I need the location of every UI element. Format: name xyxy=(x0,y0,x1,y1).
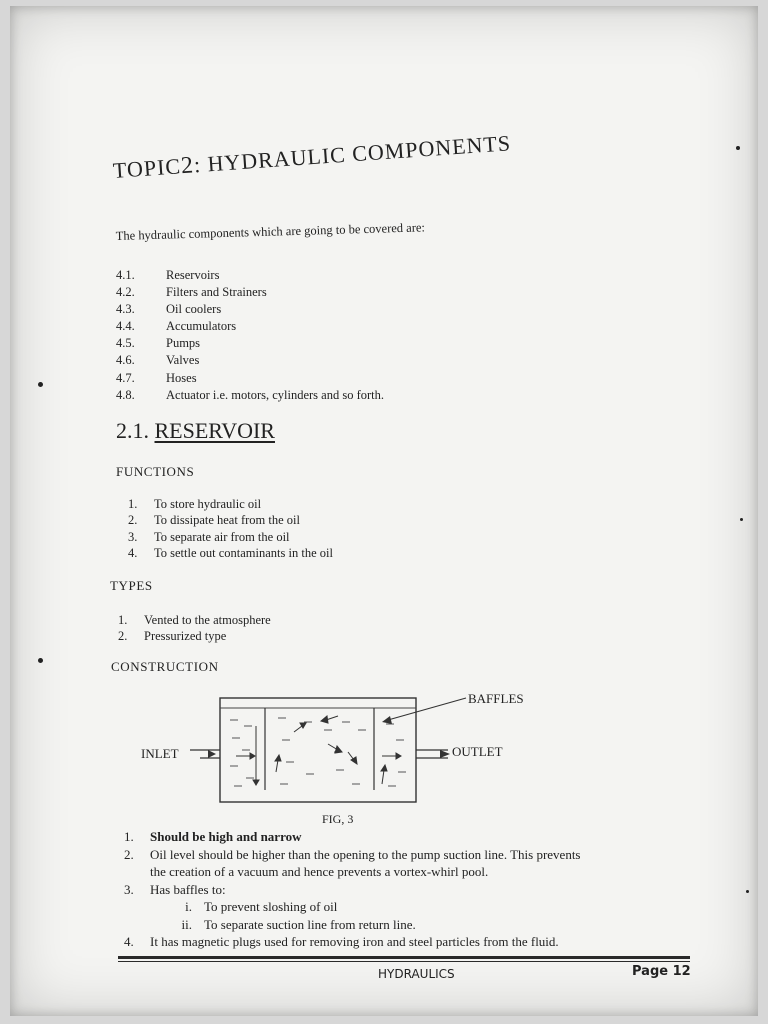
title-rest: : HYDRAULIC COMPONENTS xyxy=(193,130,512,178)
scan-speck xyxy=(740,518,743,521)
section-title: RESERVOIR xyxy=(154,418,275,443)
title-number: 2 xyxy=(180,152,195,180)
construction-notes xyxy=(124,828,684,951)
section-heading xyxy=(116,418,275,444)
baffles-arrow-icon xyxy=(382,716,392,724)
flow-arrows xyxy=(236,716,401,785)
construction-heading: CONSTRUCTION xyxy=(111,659,219,674)
types-list xyxy=(118,612,271,645)
list-item: 4.8. Actuator i.e. motors, cylinders and so forth. xyxy=(116,387,385,402)
footer-title: HYDRAULICS xyxy=(378,967,455,981)
title-prefix: TOPIC xyxy=(112,153,182,184)
sub-list-item: i. To prevent sloshing of oil xyxy=(185,899,338,914)
list-item: 4.4. Accumulators xyxy=(116,319,237,334)
list-item: 4.2. Filters and Strainers xyxy=(116,285,267,300)
scan-speck xyxy=(38,382,43,387)
list-item: 2. Oil level should be higher than the opening to the pump suction line. This prevents xyxy=(124,846,581,862)
scan-speck xyxy=(736,146,740,150)
list-item: 4. To settle out contaminants in the oil xyxy=(128,546,333,561)
footer-rule-thin xyxy=(118,961,690,962)
outlet-arrow-icon xyxy=(440,750,450,758)
reservoir-diagram xyxy=(138,686,558,831)
inlet-arrow-icon xyxy=(208,750,216,758)
list-item: 4.6. Valves xyxy=(116,353,200,368)
intro-text: The hydraulic components which are going to be covered are: xyxy=(115,220,426,244)
document-page xyxy=(10,6,758,1016)
inlet-label: INLET xyxy=(141,746,179,761)
outlet-label: OUTLET xyxy=(452,744,503,759)
list-item: 4.7. Hoses xyxy=(116,370,197,385)
list-item: 4.3. Oil coolers xyxy=(116,302,222,317)
list-item: 1. To store hydraulic oil xyxy=(128,497,262,511)
functions-heading: FUNCTIONS xyxy=(116,464,195,479)
scan-speck xyxy=(38,658,43,663)
figure-caption: FIG, 3 xyxy=(322,812,354,826)
list-item: 1. Should be high and narrow xyxy=(124,829,302,844)
sub-list-item: ii. To separate suction line from return line. xyxy=(181,916,416,932)
list-item: 2. To dissipate heat from the oil xyxy=(128,513,300,528)
list-item: 4.5. Pumps xyxy=(116,336,201,351)
list-item: 4. It has magnetic plugs used for removing iron and steel particles from the fluid. xyxy=(124,934,559,949)
list-item: 1. Vented to the atmosphere xyxy=(118,613,271,627)
footer-rule xyxy=(118,956,690,959)
page-number: Page 12 xyxy=(632,964,691,979)
list-item: 2. Pressurized type xyxy=(118,629,227,644)
components-list xyxy=(116,267,384,404)
list-item-continuation: the creation of a vacuum and hence prevents a vortex-whirl pool. xyxy=(150,864,489,879)
baffles-leader-line xyxy=(388,698,466,720)
functions-list xyxy=(128,496,333,562)
baffles-label: BAFFLES xyxy=(468,691,524,706)
scan-speck xyxy=(746,890,749,893)
types-heading: TYPES xyxy=(110,578,153,593)
page-title xyxy=(112,130,512,185)
list-item: 3. Has baffles to: xyxy=(124,881,226,897)
list-item: 3. To separate air from the oil xyxy=(128,529,290,544)
list-item: 4.1. Reservoirs xyxy=(116,268,220,282)
section-number: 2.1. xyxy=(116,418,149,443)
